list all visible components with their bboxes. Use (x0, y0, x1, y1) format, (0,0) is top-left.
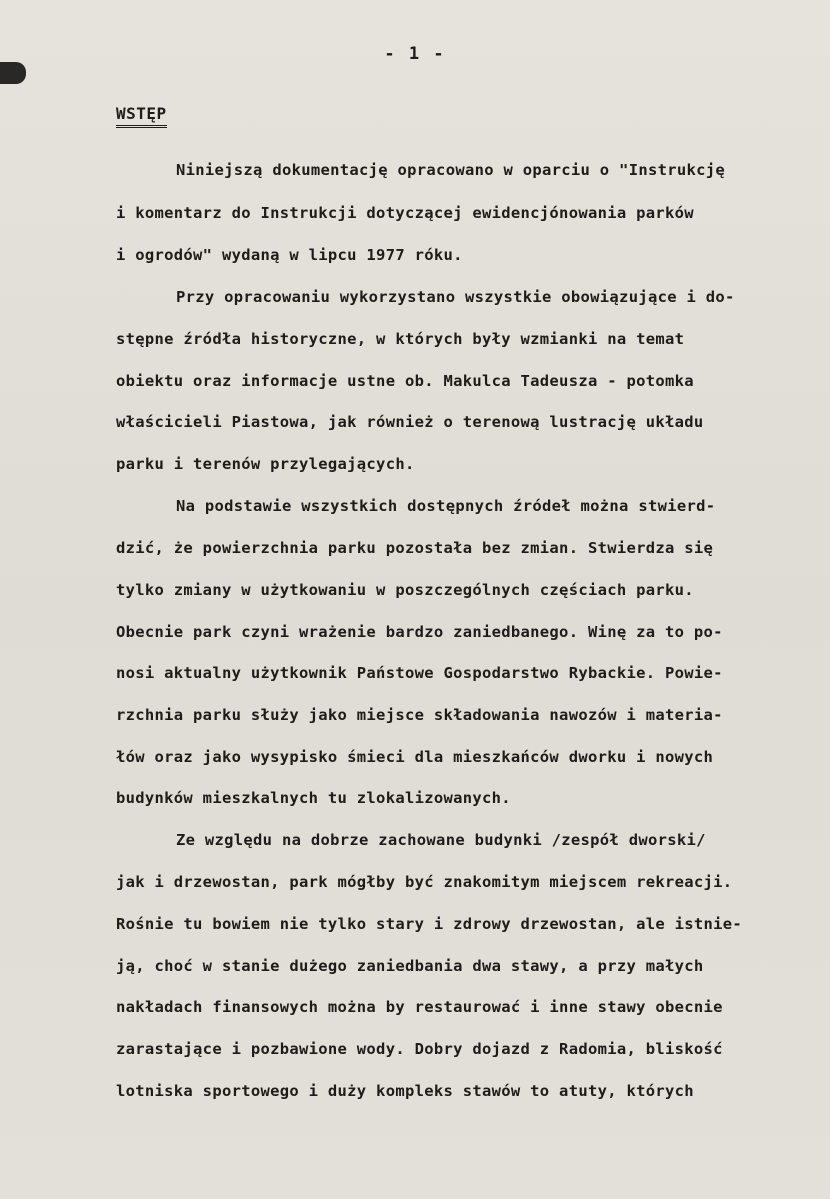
text-line: Przy opracowaniu wykorzystano wszystkie obowiązujące i do- (176, 288, 735, 306)
page-number: - 1 - (384, 44, 446, 64)
text-line: lotniska sportowego i duży kompleks stawów to atuty, których (116, 1082, 694, 1100)
text-line: łów oraz jako wysypisko śmieci dla mieszkańców dworku i nowych (116, 748, 714, 766)
text-line: stępne źródła historyczne, w których były wzmianki na temat (116, 330, 685, 348)
text-line: tylko zmiany w użytkowaniu w poszczególnych częściach parku. (116, 581, 694, 599)
text-line: dzić, że powierzchnia parku pozostała bez zmian. Stwierdza się (116, 539, 714, 557)
text-line: zarastające i pozbawione wody. Dobry dojazd z Radomia, bliskość (116, 1040, 723, 1058)
text-line: budynków mieszkalnych tu zlokalizowanych. (116, 789, 511, 807)
text-line: i komentarz do Instrukcji dotyczącej ewidencjónowania parków (116, 204, 694, 222)
text-line: Obecnie park czyni wrażenie bardzo zaniedbanego. Winę za to po- (116, 623, 723, 641)
section-heading: WSTĘP (116, 104, 167, 128)
text-line: i ogrodów" wydaną w lipcu 1977 róku. (116, 246, 463, 264)
binding-mark (0, 62, 26, 84)
text-line: nakładach finansowych można by restaurować i inne stawy obecnie (116, 998, 723, 1016)
text-line: Rośnie tu bowiem nie tylko stary i zdrowy drzewostan, ale istnie- (116, 915, 743, 933)
text-line: obiektu oraz informacje ustne ob. Makulca Tadeusza - potomka (116, 372, 694, 390)
text-line: rzchnia parku służy jako miejsce składowania nawozów i materia- (116, 706, 723, 724)
text-line: nosi aktualny użytkownik Państowe Gospodarstwo Rybackie. Powie- (116, 664, 723, 682)
text-line: Niniejszą dokumentację opracowano w oparciu o "Instrukcję (176, 161, 726, 179)
text-line: Na podstawie wszystkich dostępnych źródeł można stwierd- (176, 497, 716, 515)
text-line: parku i terenów przylegających. (116, 455, 415, 473)
text-line: ją, choć w stanie dużego zaniedbania dwa stawy, a przy małych (116, 957, 704, 975)
text-line: właścicieli Piastowa, jak również o terenową lustrację układu (116, 413, 704, 431)
text-line: Ze względu na dobrze zachowane budynki /zespół dworski/ (176, 831, 706, 849)
text-line: jak i drzewostan, park mógłby być znakomitym miejscem rekreacji. (116, 873, 733, 891)
